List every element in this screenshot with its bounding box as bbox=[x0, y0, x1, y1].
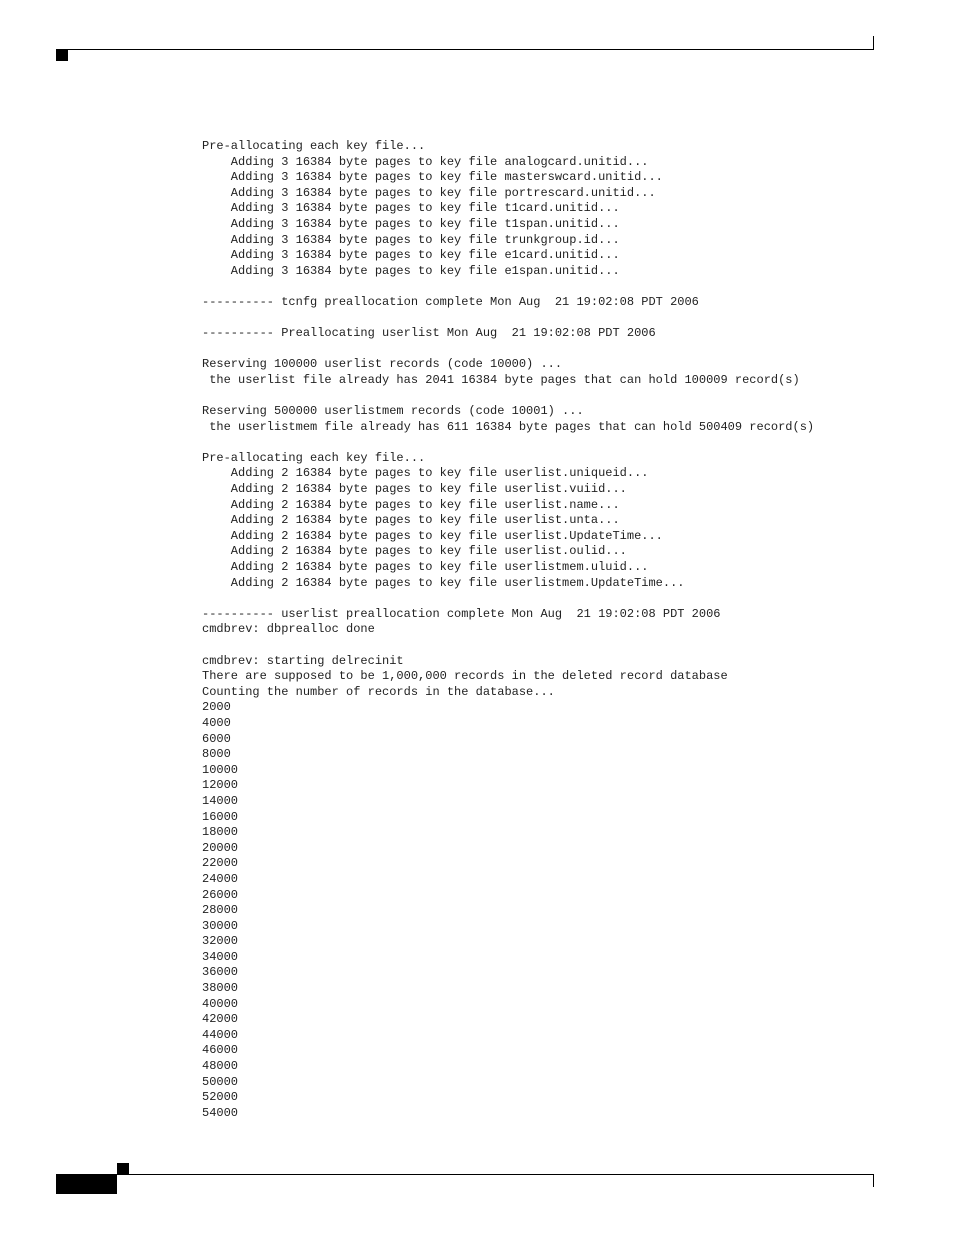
console-line bbox=[202, 342, 814, 358]
console-line: 52000 bbox=[202, 1090, 239, 1105]
console-line: 24000 bbox=[202, 871, 239, 886]
console-line: 32000 bbox=[202, 934, 239, 949]
console-line: 14000 bbox=[202, 793, 239, 808]
console-line: the userlist file already has 2041 16384 byte pages that can hold 100009 record(s) bbox=[202, 372, 800, 387]
console-line bbox=[202, 389, 814, 405]
console-line: ---------- tcnfg preallocation complete Mon Aug 21 19:02:08 PDT 2006 bbox=[202, 294, 699, 309]
console-line: Adding 2 16384 byte pages to key file userlistmem.uluid... bbox=[202, 560, 649, 575]
console-line: 26000 bbox=[202, 887, 239, 902]
console-line: 50000 bbox=[202, 1074, 239, 1089]
console-line bbox=[202, 279, 814, 295]
console-line: 44000 bbox=[202, 1027, 239, 1042]
console-line: Adding 2 16384 byte pages to key file userlist.oulid... bbox=[202, 544, 627, 559]
console-line: Adding 2 16384 byte pages to key file userlist.uniqueid... bbox=[202, 466, 649, 481]
console-line: 18000 bbox=[202, 825, 239, 840]
console-line: Adding 3 16384 byte pages to key file e1span.unitid... bbox=[202, 263, 620, 278]
console-line: 22000 bbox=[202, 856, 239, 871]
console-line: 28000 bbox=[202, 903, 239, 918]
console-line bbox=[202, 311, 814, 327]
footer-tick bbox=[873, 1175, 874, 1187]
console-line: 36000 bbox=[202, 965, 239, 980]
footer-rule bbox=[56, 1174, 874, 1175]
console-line: Counting the number of records in the database... bbox=[202, 684, 555, 699]
console-line: 8000 bbox=[202, 747, 231, 762]
footer-page-tab bbox=[56, 1175, 117, 1194]
console-line bbox=[202, 435, 814, 451]
footer-marker bbox=[117, 1163, 129, 1174]
console-line: Adding 3 16384 byte pages to key file masterswcard.unitid... bbox=[202, 170, 663, 185]
console-line: Adding 2 16384 byte pages to key file userlist.name... bbox=[202, 497, 620, 512]
console-line: 16000 bbox=[202, 809, 239, 824]
console-line: 6000 bbox=[202, 731, 231, 746]
header-tick bbox=[873, 36, 874, 50]
console-line bbox=[202, 638, 814, 654]
console-line: Adding 3 16384 byte pages to key file analogcard.unitid... bbox=[202, 154, 649, 169]
console-line: 10000 bbox=[202, 762, 239, 777]
console-output bbox=[202, 139, 814, 1121]
console-line: Reserving 100000 userlist records (code 10000) ... bbox=[202, 357, 563, 372]
console-line: Pre-allocating each key file... bbox=[202, 450, 426, 465]
console-line: 48000 bbox=[202, 1059, 239, 1074]
console-line: 20000 bbox=[202, 840, 239, 855]
console-line: 38000 bbox=[202, 981, 239, 996]
header-marker bbox=[56, 50, 68, 61]
console-line: Pre-allocating each key file... bbox=[202, 139, 426, 153]
console-line: Adding 2 16384 byte pages to key file userlist.unta... bbox=[202, 513, 620, 528]
console-line: ---------- Preallocating userlist Mon Aug 21 19:02:08 PDT 2006 bbox=[202, 326, 656, 341]
console-line: 30000 bbox=[202, 918, 239, 933]
console-line: cmdbrev: dbprealloc done bbox=[202, 622, 375, 637]
console-line: cmdbrev: starting delrecinit bbox=[202, 653, 404, 668]
console-line: There are supposed to be 1,000,000 records in the deleted record database bbox=[202, 669, 728, 684]
console-line: 46000 bbox=[202, 1043, 239, 1058]
console-line: ---------- userlist preallocation complete Mon Aug 21 19:02:08 PDT 2006 bbox=[202, 606, 721, 621]
console-line: the userlistmem file already has 611 16384 byte pages that can hold 500409 record(s) bbox=[202, 419, 815, 434]
console-line: 40000 bbox=[202, 996, 239, 1011]
console-line: Adding 2 16384 byte pages to key file userlist.UpdateTime... bbox=[202, 528, 663, 543]
console-line: 54000 bbox=[202, 1105, 239, 1120]
header-rule bbox=[56, 49, 874, 50]
console-line: Adding 3 16384 byte pages to key file trunkgroup.id... bbox=[202, 232, 620, 247]
console-line: Adding 3 16384 byte pages to key file portrescard.unitid... bbox=[202, 185, 656, 200]
console-line: 4000 bbox=[202, 715, 231, 730]
console-line: Adding 3 16384 byte pages to key file e1card.unitid... bbox=[202, 248, 620, 263]
console-line: Reserving 500000 userlistmem records (code 10001) ... bbox=[202, 404, 584, 419]
console-line: Adding 2 16384 byte pages to key file userlist.vuiid... bbox=[202, 482, 627, 497]
console-line bbox=[202, 591, 814, 607]
console-line: Adding 3 16384 byte pages to key file t1card.unitid... bbox=[202, 201, 620, 216]
console-line: Adding 3 16384 byte pages to key file t1span.unitid... bbox=[202, 216, 620, 231]
console-line: 42000 bbox=[202, 1012, 239, 1027]
console-line: 2000 bbox=[202, 700, 231, 715]
console-line: 12000 bbox=[202, 778, 239, 793]
console-line: Adding 2 16384 byte pages to key file userlistmem.UpdateTime... bbox=[202, 575, 685, 590]
console-line: 34000 bbox=[202, 949, 239, 964]
